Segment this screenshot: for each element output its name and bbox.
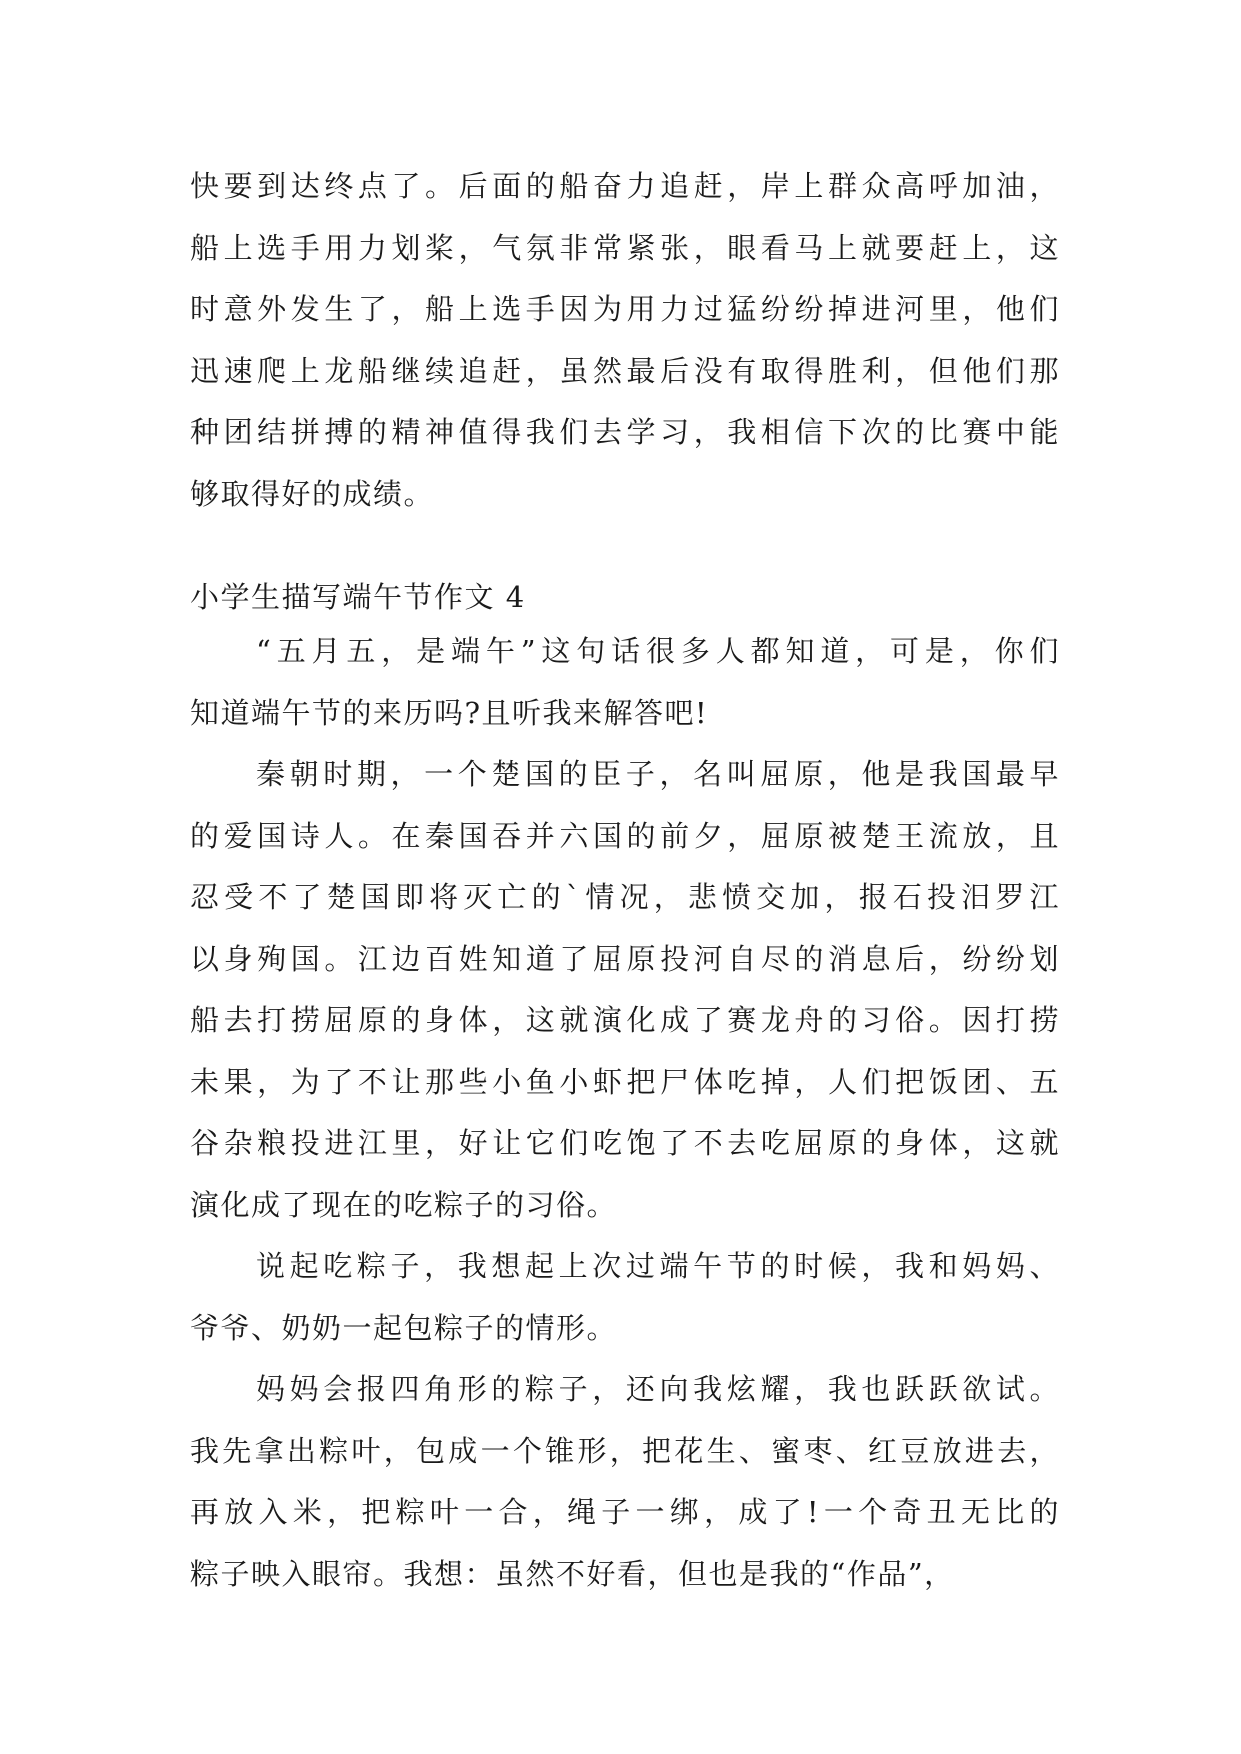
text-line: 未果，为了不让那些小鱼小虾把尸体吃掉，人们把饭团、五 [190, 1064, 1060, 1099]
text-line: “五月五，是端午”这句话很多人都知道，可是，你们 [256, 634, 1060, 668]
text-line: 秦朝时期，一个楚国的臣子，名叫屈原，他是我国最早 [256, 757, 1060, 791]
text-line: 知道端午节的来历吗?且听我来解答吧! [190, 695, 709, 730]
text-line: 迅速爬上龙船继续追赶，虽然最后没有取得胜利，但他们那 [190, 353, 1060, 388]
continued-paragraph [190, 156, 1060, 525]
text-line: 说起吃粽子，我想起上次过端午节的时候，我和妈妈、 [256, 1249, 1060, 1283]
text-line: 船上选手用力划桨，气氛非常紧张，眼看马上就要赶上，这 [190, 230, 1060, 265]
text-line: 演化成了现在的吃粽子的习俗。 [190, 1187, 618, 1222]
paragraph-intro [190, 621, 1060, 744]
text-line: 种团结拼搏的精神值得我们去学习，我相信下次的比赛中能 [190, 415, 1060, 449]
paragraph-making-zongzi [190, 1359, 1060, 1605]
text-line: 再放入米，把粽叶一合，绳子一绑，成了!一个奇丑无比的 [190, 1495, 1060, 1529]
text-line: 粽子映入眼帘。我想：虽然不好看，但也是我的“作品”， [190, 1556, 955, 1591]
text-line: 以身殉国。江边百姓知道了屈原投河自尽的消息后，纷纷划 [190, 941, 1060, 976]
text-line: 快要到达终点了。后面的船奋力追赶，岸上群众高呼加油， [190, 169, 1060, 203]
text-line: 我先拿出粽叶，包成一个锥形，把花生、蜜枣、红豆放进去， [190, 1433, 1060, 1468]
text-line: 船去打捞屈原的身体，这就演化成了赛龙舟的习俗。因打捞 [190, 1003, 1060, 1037]
text-line: 忍受不了楚国即将灭亡的`情况，悲愤交加，报石投汨罗江 [190, 880, 1060, 914]
text-line: 妈妈会报四角形的粽子，还向我炫耀，我也跃跃欲试。 [256, 1372, 1060, 1406]
text-line: 够取得好的成绩。 [190, 476, 435, 511]
text-line: 谷杂粮投进江里，好让它们吃饱了不去吃屈原的身体，这就 [190, 1126, 1060, 1160]
essay-body [190, 621, 1060, 1605]
paragraph-zongzi-memory [190, 1236, 1060, 1359]
section-heading: 小学生描写端午节作文 4 [190, 580, 526, 614]
text-line: 的爱国诗人。在秦国吞并六国的前夕，屈原被楚王流放，且 [190, 818, 1060, 853]
paragraph-qu-yuan [190, 744, 1060, 1236]
text-line: 爷爷、奶奶一起包粽子的情形。 [190, 1310, 618, 1345]
text-line: 时意外发生了，船上选手因为用力过猛纷纷掉进河里，他们 [190, 292, 1060, 326]
